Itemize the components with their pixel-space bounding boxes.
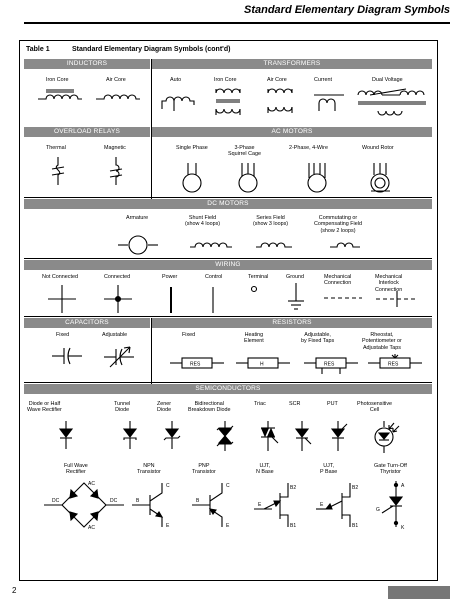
section-wiring: WIRING — [24, 260, 432, 270]
base-label: B — [196, 498, 200, 504]
ac-label: AC — [88, 525, 95, 531]
label-fixed-capacitor: Fixed — [56, 332, 70, 338]
label-fixed-resistor: Fixed — [182, 332, 196, 338]
column-divider — [151, 59, 152, 199]
power-wire-symbol — [168, 287, 174, 313]
label-terminal: Terminal — [248, 274, 269, 280]
single-phase-motor-symbol — [180, 163, 204, 193]
label-3-phase-motor: 3-Phase Squirrel Cage — [228, 145, 261, 158]
label-put: PUT — [327, 401, 338, 407]
gate-label: G — [376, 507, 380, 513]
magnetic-overload-symbol — [106, 157, 126, 189]
section-semiconductors: SEMICONDUCTORS — [24, 384, 432, 394]
iron-core-transformer-symbol — [212, 89, 248, 125]
ujt-p-base-symbol — [316, 479, 362, 531]
connected-symbol — [104, 285, 134, 315]
emitter-label: E — [320, 502, 324, 508]
b2-label: B2 — [290, 485, 297, 491]
air-core-transformer-symbol — [264, 89, 300, 125]
commutating-field-symbol — [330, 237, 360, 251]
table-caption: Standard Elementary Diagram Symbols (cont'd) — [72, 46, 231, 53]
label-iron-core-inductor: Iron Core — [46, 77, 69, 83]
ac-label: AC — [88, 481, 95, 487]
mechanical-connection-symbol — [324, 295, 362, 301]
b2-label: B2 — [352, 485, 359, 491]
label-iron-core-transformer: Iron Core — [214, 77, 237, 83]
wound-rotor-motor-symbol — [366, 163, 396, 195]
res-tag: RES — [324, 361, 335, 368]
label-magnetic-overload: Magnetic — [104, 145, 126, 151]
page-header-title: Standard Elementary Diagram Symbols — [243, 4, 450, 16]
label-not-connected: Not Connected — [42, 274, 78, 280]
label-zener-diode: Zener Diode — [157, 401, 172, 414]
label-air-core-inductor: Air Core — [106, 77, 126, 83]
label-adjustable-resistor: Adjustable, by Fixed Taps — [301, 332, 335, 345]
footer-tab — [388, 586, 450, 599]
anode-label: A — [401, 483, 405, 489]
air-core-inductor-symbol — [96, 89, 140, 105]
ujt-n-base-symbol — [254, 479, 300, 531]
label-triac: Triac — [254, 401, 266, 407]
label-current-transformer: Current — [314, 77, 332, 83]
armature-symbol — [118, 235, 158, 255]
label-gto-thyristor: Gate Turn-Off Thyristor — [374, 463, 407, 476]
label-mechanical-interlock: Mechanical Interlock Connection — [375, 274, 403, 293]
mechanical-interlock-symbol — [376, 291, 418, 307]
row-divider — [24, 197, 432, 198]
row-divider — [24, 258, 432, 259]
label-auto-transformer: Auto — [170, 77, 182, 83]
adjustable-resistor-symbol — [304, 353, 358, 375]
label-single-phase-motor: Single Phase — [176, 145, 208, 151]
zener-diode-symbol — [164, 421, 180, 449]
adjustable-capacitor-symbol — [104, 345, 138, 369]
section-inductors: INDUCTORS — [24, 59, 150, 69]
label-full-wave-rectifier: Full Wave Rectifier — [64, 463, 88, 476]
control-wire-symbol — [210, 287, 216, 313]
table-number: Table 1 — [26, 46, 50, 53]
symbols-table — [19, 40, 438, 581]
page-number: 2 — [12, 586, 17, 595]
diode-symbol — [58, 421, 74, 449]
label-commutating-field: Commutating or Compensating Field (show 2 loops) — [314, 215, 362, 234]
terminal-symbol — [250, 285, 258, 293]
row-divider — [24, 382, 432, 383]
label-connected: Connected — [104, 274, 131, 280]
fixed-resistor-symbol — [170, 357, 224, 369]
section-resistors: RESISTORS — [152, 318, 432, 328]
cathode-label: K — [401, 525, 405, 531]
collector-label: C — [226, 483, 230, 489]
label-tunnel-diode: Tunnel Diode — [114, 401, 131, 414]
dc-label: DC — [52, 498, 60, 504]
section-transformers: TRANSFORMERS — [152, 59, 432, 69]
label-adjustable-capacitor: Adjustable — [102, 332, 128, 338]
auto-transformer-symbol — [156, 91, 200, 119]
thermal-overload-symbol — [48, 157, 68, 189]
collector-label: C — [166, 483, 170, 489]
res-tag: RES — [190, 361, 201, 368]
not-connected-symbol — [48, 285, 78, 315]
label-photosensitive-cell: Photosensitive Cell — [357, 401, 393, 414]
base-label: B — [136, 498, 140, 504]
label-pnp-transistor: PNP Transistor — [192, 463, 216, 476]
full-wave-rectifier-symbol — [44, 479, 124, 531]
label-rheostat: Rheostat, Potentiometer or Adjustable Taps — [362, 332, 402, 351]
label-ground: Ground — [286, 274, 304, 280]
label-control: Control — [205, 274, 223, 280]
current-transformer-symbol — [314, 91, 344, 117]
label-ujt-n-base: UJT, N Base — [256, 463, 274, 476]
label-series-field: Series Field (show 3 loops) — [253, 215, 289, 228]
emitter-label: E — [166, 523, 170, 529]
label-thermal-overload: Thermal — [46, 145, 66, 151]
label-npn-transistor: NPN Transistor — [137, 463, 161, 476]
two-phase-motor-symbol — [304, 163, 330, 193]
tunnel-diode-symbol — [122, 421, 138, 449]
label-wound-rotor-motor: Wound Rotor — [362, 145, 394, 151]
section-ac-motors: AC MOTORS — [152, 127, 432, 137]
b1-label: B1 — [352, 523, 359, 529]
iron-core-inductor-symbol — [38, 89, 82, 105]
photosensitive-cell-symbol — [372, 421, 402, 455]
section-overload-relays: OVERLOAD RELAYS — [24, 127, 150, 137]
label-scr: SCR — [289, 401, 301, 407]
label-power: Power — [162, 274, 178, 280]
heating-tag: H — [260, 361, 264, 368]
label-ujt-p-base: UJT, P Base — [320, 463, 338, 476]
section-capacitors: CAPACITORS — [24, 318, 150, 328]
table-title — [26, 46, 230, 53]
label-2-phase-motor: 2-Phase, 4-Wire — [289, 145, 328, 151]
row-divider — [24, 316, 432, 317]
label-shunt-field: Shunt Field (show 4 loops) — [185, 215, 221, 228]
npn-transistor-symbol — [132, 479, 174, 531]
scr-symbol — [294, 421, 314, 451]
rheostat-symbol — [368, 353, 422, 375]
triac-symbol — [260, 421, 280, 451]
emitter-label: E — [258, 502, 262, 508]
label-heating-element: Heating Element — [244, 332, 264, 345]
res-tag: RES — [388, 361, 399, 368]
fixed-capacitor-symbol — [52, 345, 82, 367]
three-phase-motor-symbol — [236, 163, 260, 193]
pnp-transistor-symbol — [192, 479, 234, 531]
section-dc-motors: DC MOTORS — [24, 199, 432, 209]
heating-element-symbol — [236, 357, 290, 369]
shunt-field-symbol — [190, 237, 232, 251]
header-rule — [24, 22, 450, 24]
bidirectional-diode-symbol — [216, 421, 234, 451]
label-air-core-transformer: Air Core — [267, 77, 287, 83]
label-bidirectional-diode: Bidirectional Breakdown Diode — [188, 401, 231, 414]
dual-voltage-transformer-symbol — [356, 89, 430, 121]
label-mechanical-connection: Mechanical Connection — [324, 274, 352, 287]
ground-symbol — [286, 283, 306, 315]
gto-thyristor-symbol — [376, 479, 416, 531]
dc-label: DC — [110, 498, 118, 504]
label-dual-voltage-transformer: Dual Voltage — [372, 77, 403, 83]
b1-label: B1 — [290, 523, 297, 529]
label-armature: Armature — [126, 215, 149, 221]
series-field-symbol — [256, 237, 292, 251]
column-divider — [151, 318, 152, 384]
label-diode: Diode or Half Wave Rectifier — [27, 401, 62, 414]
emitter-label: E — [226, 523, 230, 529]
put-symbol — [330, 421, 350, 451]
